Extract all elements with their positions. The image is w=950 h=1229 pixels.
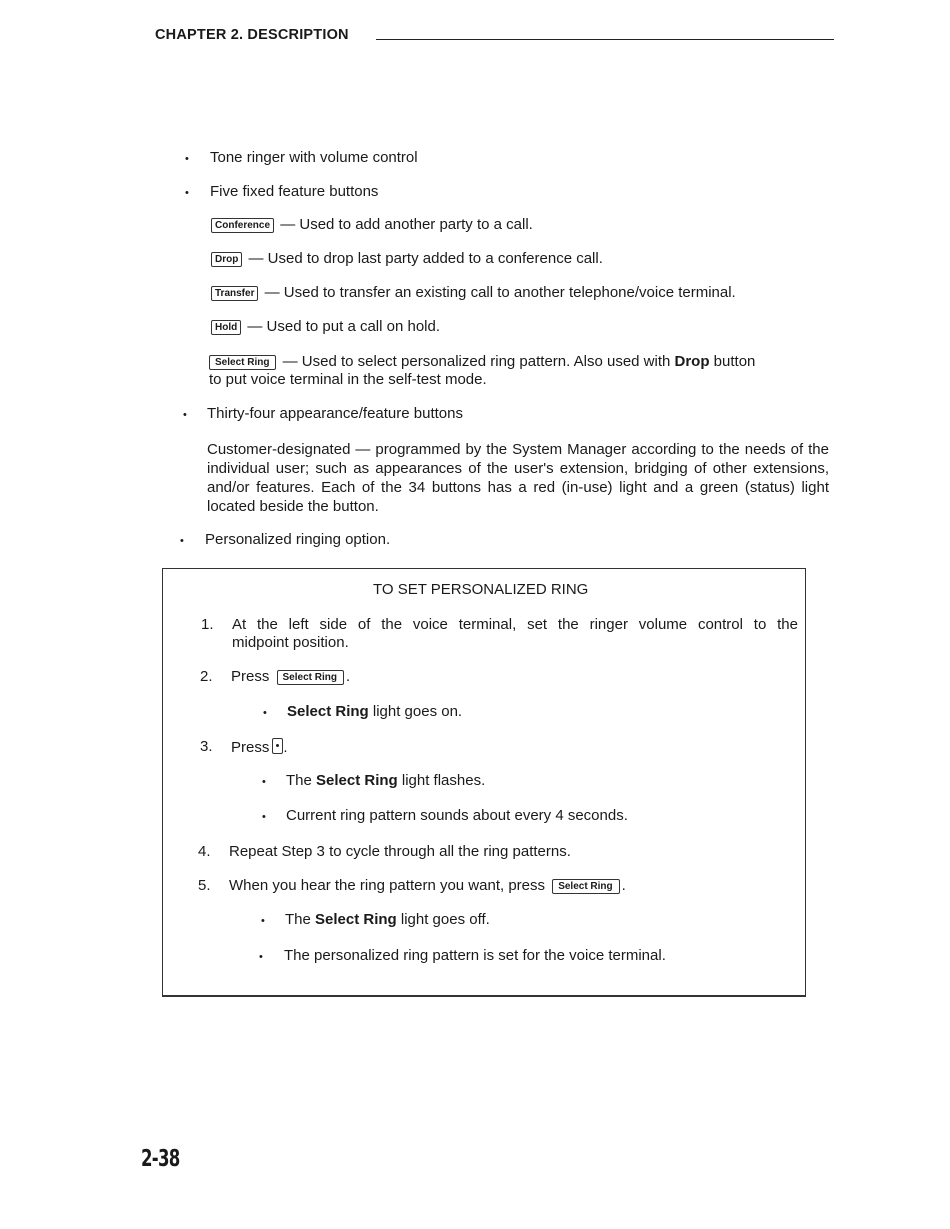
drop-description: — Used to drop last party added to a conference call. — [248, 250, 603, 267]
step-5-line — [229, 877, 626, 895]
bullet-dot: • — [259, 951, 263, 963]
step-3-sub-1-rest: light flashes. — [397, 772, 486, 789]
bullet-dot: • — [185, 153, 189, 165]
bullet-personalized: Personalized ringing option. — [205, 531, 391, 548]
drop-key: Drop — [211, 252, 242, 267]
select-ring-bold: Select Ring — [315, 911, 397, 928]
select-ring-key: Select Ring — [277, 670, 344, 685]
hold-description: — Used to put a call on hold. — [247, 318, 441, 335]
select-ring-line — [209, 353, 755, 371]
select-ring-description-end: button — [709, 353, 756, 370]
page-number: 2-38 — [141, 1146, 180, 1172]
step-1-number: 1. — [201, 616, 214, 633]
step-5-number: 5. — [198, 877, 211, 894]
select-ring-key: Select Ring — [552, 879, 619, 894]
bullet-dot: • — [263, 707, 267, 719]
transfer-description: — Used to transfer an existing call to another telephone/voice terminal. — [264, 284, 736, 301]
step-3-sub-1-pre: The — [286, 772, 317, 789]
step-5-sub-1-rest: light goes off. — [396, 911, 490, 928]
drop-bold: Drop — [674, 353, 710, 370]
dot-button-icon — [272, 738, 283, 754]
conference-description: — Used to add another party to a call. — [280, 216, 533, 233]
step-2-sub-text: light goes on. — [368, 703, 463, 720]
header-rule — [376, 39, 834, 40]
select-ring-bold: Select Ring — [316, 772, 398, 789]
bullet-thirty-four: Thirty-four appearance/feature buttons — [207, 405, 463, 422]
step-5-text: When you hear the ring pattern you want, press — [229, 877, 546, 894]
bullet-dot: • — [262, 811, 266, 823]
step-5-sub-1 — [285, 911, 490, 929]
step-3-text: Press — [231, 739, 270, 756]
step-3-line — [231, 738, 288, 757]
customer-designated-paragraph: Customer-designated — programmed by the System Manager according to the needs of the individual user; such as appearances of the user's extension, bridging of other extensions, and/or features. Each of the 34 buttons has a red (in-use) light and a green (status) light located beside the button. — [207, 441, 829, 515]
step-2-line — [231, 668, 350, 686]
conference-line — [211, 216, 533, 234]
step-4-text: Repeat Step 3 to cycle through all the ring patterns. — [229, 843, 571, 860]
step-1-text-2: midpoint position. — [232, 634, 349, 651]
step-2-text: Press — [231, 668, 270, 685]
transfer-line — [211, 284, 736, 302]
bullet-tone-ringer: Tone ringer with volume control — [210, 149, 418, 166]
transfer-key: Transfer — [211, 286, 258, 301]
bullet-five-fixed: Five fixed feature buttons — [210, 183, 379, 200]
step-1-text: At the left side of the voice terminal, set the ringer volume control to the — [232, 616, 798, 633]
select-ring-description: — Used to select personalized ring pattern. Also used with — [282, 353, 675, 370]
procedure-title: TO SET PERSONALIZED RING — [373, 581, 589, 598]
step-5-sub-1-pre: The — [285, 911, 316, 928]
step-3-sub-2: Current ring pattern sounds about every 4 seconds. — [286, 807, 628, 824]
hold-key: Hold — [211, 320, 241, 335]
bullet-dot: • — [185, 187, 189, 199]
step-2-sub — [287, 703, 462, 721]
step-3-sub-1 — [286, 772, 485, 790]
period: . — [345, 668, 351, 685]
conference-key: Conference — [211, 218, 274, 233]
hold-line — [211, 318, 440, 336]
drop-line — [211, 250, 603, 268]
step-5-sub-2: The personalized ring pattern is set for the voice terminal. — [284, 947, 666, 964]
bullet-dot: • — [183, 409, 187, 421]
period: . — [283, 739, 288, 756]
chapter-title: CHAPTER 2. DESCRIPTION — [155, 27, 349, 43]
bullet-dot: • — [180, 535, 184, 547]
period: . — [621, 877, 626, 894]
step-2-number: 2. — [200, 668, 213, 685]
step-4-number: 4. — [198, 843, 211, 860]
bullet-dot: • — [262, 776, 266, 788]
select-ring-bold: Select Ring — [287, 703, 369, 720]
step-3-number: 3. — [200, 738, 213, 755]
select-ring-key: Select Ring — [209, 355, 276, 370]
bullet-dot: • — [261, 915, 265, 927]
select-ring-line-2: to put voice terminal in the self-test mode. — [209, 371, 487, 388]
